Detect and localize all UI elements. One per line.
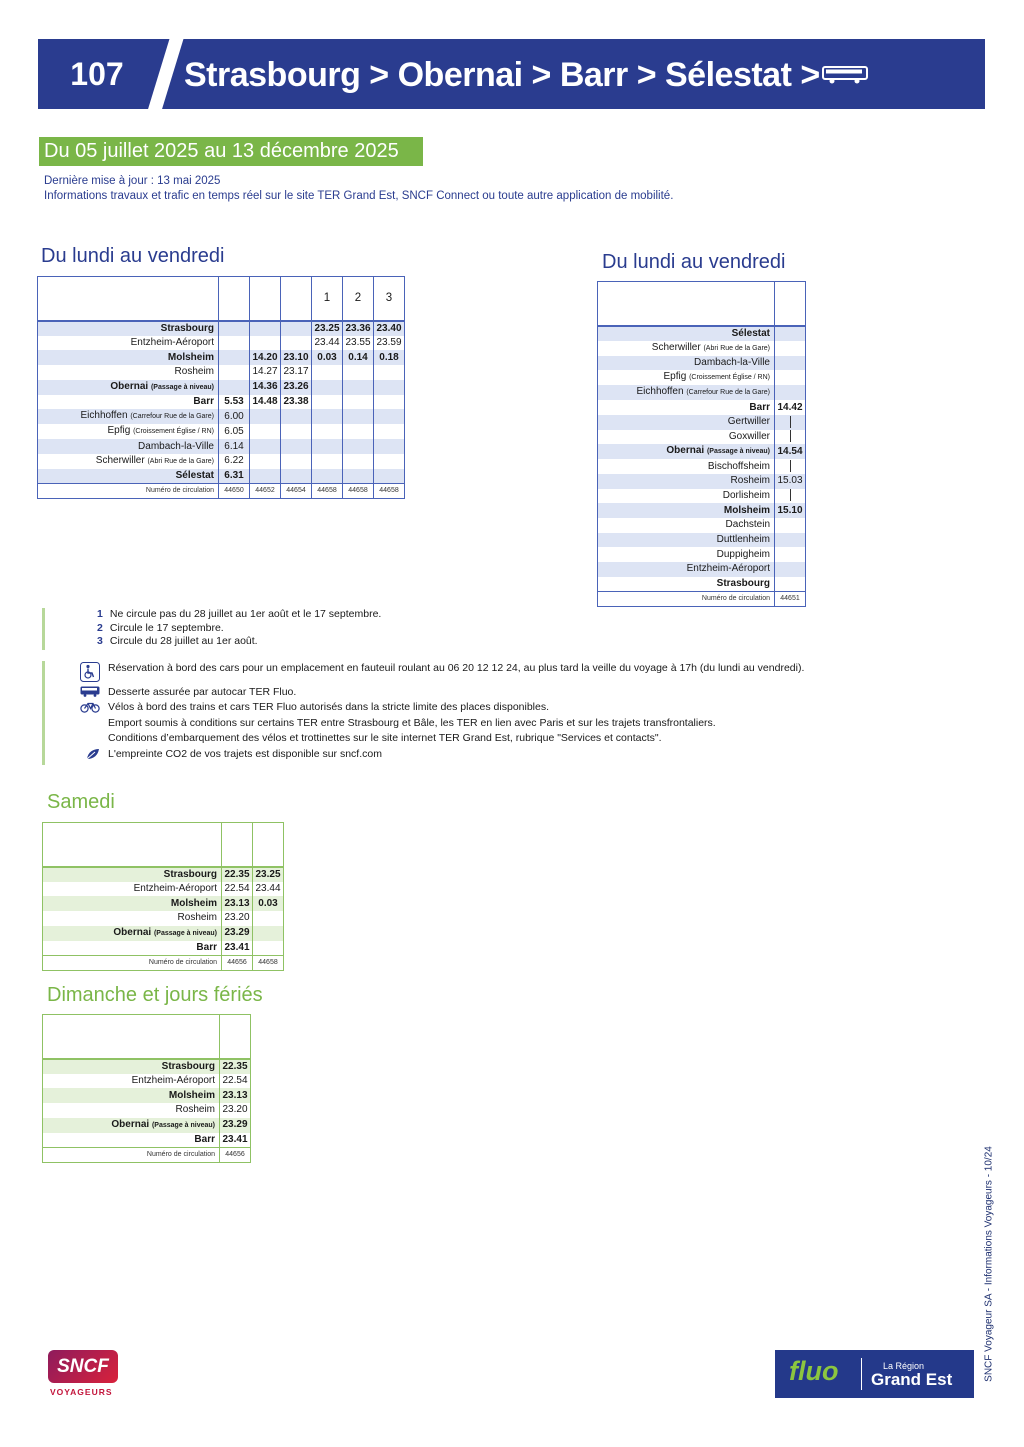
circulation-number: 44650 xyxy=(219,484,250,499)
leaf-icon xyxy=(86,748,100,760)
station-name: Barr xyxy=(38,395,219,410)
departure-time xyxy=(312,469,343,484)
note-ref xyxy=(775,282,806,326)
departure-time: 15.03 xyxy=(775,474,806,489)
departure-time xyxy=(219,380,250,395)
bike-conditions: Emport soumis à conditions sur certains TER entre Strasbourg et Bâle, les TER en lien avec Paris et sur les trajets transfrontaliers. xyxy=(108,716,716,729)
departure-time: 22.54 xyxy=(222,882,253,897)
table-row xyxy=(598,503,806,518)
circulation-number: 44656 xyxy=(222,955,253,970)
departure-time: 23.25 xyxy=(253,867,284,882)
station-name: Obernai (Passage à niveau) xyxy=(43,1118,220,1133)
station-name: Molsheim xyxy=(598,503,775,518)
departure-time xyxy=(312,380,343,395)
departure-time: 23.44 xyxy=(253,882,284,897)
station-name: Molsheim xyxy=(38,350,219,365)
circulation-row xyxy=(38,484,405,499)
departure-time: 23.41 xyxy=(222,941,253,956)
departure-time: 23.44 xyxy=(312,336,343,351)
table-row xyxy=(598,415,806,430)
pass-through-mark xyxy=(790,460,791,472)
departure-time: 0.14 xyxy=(343,350,374,365)
header-row xyxy=(43,1015,251,1059)
departure-time: 14.27 xyxy=(250,365,281,380)
departure-time xyxy=(219,336,250,351)
departure-time xyxy=(775,356,806,371)
station-name: Goxwiller xyxy=(598,430,775,445)
departure-time xyxy=(312,395,343,410)
pass-through-mark xyxy=(790,489,791,501)
table-row xyxy=(598,326,806,341)
table-row xyxy=(598,577,806,592)
bike-boarding: Conditions d’embarquement des vélos et trottinettes sur le site internet TER Grand Est, rubrique "Services et contacts". xyxy=(108,732,662,744)
header-row xyxy=(38,277,405,321)
departure-time xyxy=(250,409,281,424)
station-name: Molsheim xyxy=(43,896,222,911)
departure-time: 22.35 xyxy=(222,867,253,882)
departure-time xyxy=(775,577,806,592)
station-name: Sélestat xyxy=(598,326,775,341)
departure-time: 6.05 xyxy=(219,424,250,439)
co2-info: L'empreinte CO2 de vos trajets est disponible sur sncf.com xyxy=(80,747,882,763)
note-ref: 2 xyxy=(343,277,374,321)
station-name: Sélestat xyxy=(38,469,219,484)
departure-time: 23.20 xyxy=(222,911,253,926)
station-name: Obernai (Passage à niveau) xyxy=(43,926,222,941)
note-ref xyxy=(219,277,250,321)
table-row xyxy=(38,424,405,439)
departure-time xyxy=(343,380,374,395)
departure-time: 23.13 xyxy=(222,896,253,911)
departure-time: 22.35 xyxy=(220,1059,251,1074)
departure-time xyxy=(253,941,284,956)
table-row xyxy=(38,439,405,454)
departure-time: 6.31 xyxy=(219,469,250,484)
station-name: Entzheim-Aéroport xyxy=(43,882,222,897)
departure-time: 23.17 xyxy=(281,365,312,380)
station-name: Dambach-la-Ville xyxy=(38,439,219,454)
header-row xyxy=(43,823,284,867)
circulation-label: Numéro de circulation xyxy=(43,955,222,970)
circulation-number: 44651 xyxy=(775,591,806,606)
departure-time: 14.42 xyxy=(775,400,806,415)
table-row xyxy=(43,1074,251,1089)
station-name: Barr xyxy=(598,400,775,415)
departure-time xyxy=(775,385,806,400)
circulation-number: 44654 xyxy=(281,484,312,499)
departure-time: 0.18 xyxy=(374,350,405,365)
departure-time: 23.59 xyxy=(374,336,405,351)
weekday-north-title: Du lundi au vendredi xyxy=(602,251,786,273)
departure-time: 6.00 xyxy=(219,409,250,424)
fluo-grand-est-logo: fluo La Région Grand Est xyxy=(775,1350,974,1398)
table-row xyxy=(43,1088,251,1103)
table-row xyxy=(598,385,806,400)
circulation-number: 44658 xyxy=(374,484,405,499)
footnote: 3 Circule du 28 juillet au 1er août. xyxy=(97,635,258,647)
departure-time xyxy=(250,439,281,454)
circulation-label: Numéro de circulation xyxy=(38,484,219,499)
departure-time xyxy=(312,409,343,424)
departure-time: 23.41 xyxy=(220,1133,251,1148)
station-name: Entzheim-Aéroport xyxy=(43,1074,220,1089)
station-name: Duppigheim xyxy=(598,547,775,562)
departure-time xyxy=(281,409,312,424)
validity-period: Du 05 juillet 2025 au 13 décembre 2025 xyxy=(39,137,423,166)
station-name: Epfig (Croissement Église / RN) xyxy=(38,424,219,439)
line-number: 107 xyxy=(70,56,124,92)
pass-through-mark xyxy=(790,430,791,442)
table-row xyxy=(38,350,405,365)
departure-time xyxy=(312,365,343,380)
table-row xyxy=(43,926,284,941)
table-row xyxy=(38,321,405,336)
departure-time: 0.03 xyxy=(312,350,343,365)
table-row xyxy=(43,867,284,882)
station-name: Rosheim xyxy=(43,911,222,926)
departure-time: 6.14 xyxy=(219,439,250,454)
departure-time xyxy=(775,341,806,356)
circulation-number: 44656 xyxy=(220,1147,251,1162)
station-name: Obernai (Passage à niveau) xyxy=(38,380,219,395)
station-name: Strasbourg xyxy=(43,1059,220,1074)
station-name: Strasbourg xyxy=(43,867,222,882)
departure-time xyxy=(250,469,281,484)
departure-time xyxy=(312,424,343,439)
departure-time: 23.26 xyxy=(281,380,312,395)
departure-time xyxy=(343,409,374,424)
note-ref xyxy=(222,823,253,867)
station-name: Epfig (Croissement Église / RN) xyxy=(598,370,775,385)
departure-time xyxy=(374,424,405,439)
table-row xyxy=(598,533,806,548)
station-name: Obernai (Passage à niveau) xyxy=(598,444,775,459)
circulation-row xyxy=(43,955,284,970)
table-row xyxy=(38,365,405,380)
departure-time: 23.55 xyxy=(343,336,374,351)
departure-time xyxy=(775,547,806,562)
table-row xyxy=(598,400,806,415)
table-row xyxy=(43,1059,251,1074)
circulation-number: 44658 xyxy=(253,955,284,970)
departure-time xyxy=(775,518,806,533)
departure-time xyxy=(343,424,374,439)
departure-time xyxy=(250,454,281,469)
station-name: Duttlenheim xyxy=(598,533,775,548)
departure-time xyxy=(343,454,374,469)
station-name: Gertwiller xyxy=(598,415,775,430)
table-row xyxy=(598,518,806,533)
station-name: Dorlisheim xyxy=(598,489,775,504)
departure-time xyxy=(374,395,405,410)
table-row xyxy=(43,941,284,956)
station-name: Bischoffsheim xyxy=(598,459,775,474)
timetable-sunday-holidays xyxy=(42,1014,251,1163)
station-name: Strasbourg xyxy=(598,577,775,592)
bus-icon xyxy=(822,66,868,84)
station-name: Dambach-la-Ville xyxy=(598,356,775,371)
departure-time xyxy=(250,336,281,351)
table-row xyxy=(598,430,806,445)
publisher-note: SNCF Voyageur SA - Informations Voyageurs - 10/24 xyxy=(983,1146,995,1382)
table-row xyxy=(38,469,405,484)
note-ref: 1 xyxy=(312,277,343,321)
departure-time xyxy=(219,365,250,380)
departure-time xyxy=(343,395,374,410)
circulation-number: 44652 xyxy=(250,484,281,499)
departure-time xyxy=(343,469,374,484)
table-row xyxy=(598,489,806,504)
departure-time xyxy=(374,469,405,484)
departure-time xyxy=(281,469,312,484)
departure-time: 23.36 xyxy=(343,321,374,336)
station-header xyxy=(43,823,222,867)
table-row xyxy=(43,911,284,926)
circulation-row xyxy=(43,1147,251,1162)
station-header xyxy=(38,277,219,321)
footnote: 1 Ne circule pas du 28 juillet au 1er août et le 17 septembre. xyxy=(97,608,382,620)
departure-time xyxy=(775,326,806,341)
circulation-label: Numéro de circulation xyxy=(598,591,775,606)
footnotes xyxy=(42,608,381,650)
table-row xyxy=(38,380,405,395)
note-ref xyxy=(220,1015,251,1059)
station-name: Eichhoffen (Carrefour Rue de la Gare) xyxy=(598,385,775,400)
footnote: 2 Circule le 17 septembre. xyxy=(97,621,224,634)
circulation-number: 44658 xyxy=(312,484,343,499)
autocar-info: Desserte assurée par autocar TER Fluo. xyxy=(80,685,882,701)
station-name: Eichhoffen (Carrefour Rue de la Gare) xyxy=(38,409,219,424)
departure-time xyxy=(250,424,281,439)
reservation-info: Réservation à bord des cars pour un emplacement en fauteuil roulant au 06 20 12 12 24, au plus tard la veille du voyage à 17h (du lundi au vendredi). xyxy=(80,661,882,677)
departure-time: 23.40 xyxy=(374,321,405,336)
note-ref: 3 xyxy=(374,277,405,321)
note-ref xyxy=(281,277,312,321)
timetable-saturday xyxy=(42,822,284,971)
station-name: Molsheim xyxy=(43,1088,220,1103)
note-ref xyxy=(253,823,284,867)
departure-time: 23.29 xyxy=(220,1118,251,1133)
departure-time xyxy=(775,430,806,445)
departure-time: 23.25 xyxy=(312,321,343,336)
departure-time xyxy=(374,365,405,380)
wheelchair-icon xyxy=(80,662,100,682)
table-row xyxy=(598,474,806,489)
pass-through-mark xyxy=(790,416,791,428)
station-name: Rosheim xyxy=(598,474,775,489)
timetable-weekday-strasbourg-selestat xyxy=(37,276,405,499)
departure-time xyxy=(775,533,806,548)
departure-time xyxy=(281,439,312,454)
table-row xyxy=(43,1118,251,1133)
service-info xyxy=(42,661,882,765)
departure-time: 23.10 xyxy=(281,350,312,365)
traffic-info: Informations travaux et trafic en temps réel sur le site TER Grand Est, SNCF Connect ou toute autre application de mobilité. xyxy=(44,190,674,202)
departure-time: 23.20 xyxy=(220,1103,251,1118)
departure-time xyxy=(775,370,806,385)
station-name: Strasbourg xyxy=(38,321,219,336)
header-row xyxy=(598,282,806,326)
table-row xyxy=(598,341,806,356)
station-name: Entzheim-Aéroport xyxy=(598,562,775,577)
circulation-number: 44658 xyxy=(343,484,374,499)
table-row xyxy=(38,336,405,351)
table-row xyxy=(43,1103,251,1118)
departure-time xyxy=(281,321,312,336)
station-name: Rosheim xyxy=(38,365,219,380)
station-name: Entzheim-Aéroport xyxy=(38,336,219,351)
update-info xyxy=(44,174,673,204)
table-row xyxy=(598,547,806,562)
table-row xyxy=(43,896,284,911)
departure-time xyxy=(312,454,343,469)
table-row xyxy=(598,444,806,459)
last-update: Dernière mise à jour : 13 mai 2025 xyxy=(44,175,221,187)
circulation-row xyxy=(598,591,806,606)
departure-time xyxy=(775,415,806,430)
departure-time xyxy=(312,439,343,454)
circulation-label: Numéro de circulation xyxy=(43,1147,220,1162)
departure-time: 15.10 xyxy=(775,503,806,518)
table-row xyxy=(38,395,405,410)
departure-time: 0.03 xyxy=(253,896,284,911)
departure-time xyxy=(253,911,284,926)
table-row xyxy=(598,459,806,474)
departure-time: 22.54 xyxy=(220,1074,251,1089)
station-name: Scherwiller (Abri Rue de la Gare) xyxy=(38,454,219,469)
table-row xyxy=(43,882,284,897)
sncf-logo: SNCF VOYAGEURS xyxy=(48,1350,120,1400)
departure-time xyxy=(219,350,250,365)
departure-time xyxy=(374,409,405,424)
weekday-south-title: Du lundi au vendredi xyxy=(41,245,225,267)
departure-time xyxy=(253,926,284,941)
departure-time xyxy=(775,562,806,577)
note-ref xyxy=(250,277,281,321)
departure-time xyxy=(250,321,281,336)
bike-info: Vélos à bord des trains et cars TER Fluo autorisés dans la stricte limite des places disponibles. xyxy=(80,700,882,716)
departure-time: 23.29 xyxy=(222,926,253,941)
departure-time: 23.38 xyxy=(281,395,312,410)
table-row xyxy=(43,1133,251,1148)
station-name: Barr xyxy=(43,941,222,956)
departure-time xyxy=(374,454,405,469)
departure-time: 14.36 xyxy=(250,380,281,395)
page-header xyxy=(38,39,985,109)
bicycle-icon xyxy=(80,701,100,713)
departure-time: 14.54 xyxy=(775,444,806,459)
station-header xyxy=(43,1015,220,1059)
departure-time xyxy=(343,439,374,454)
saturday-title: Samedi xyxy=(47,791,115,813)
departure-time: 23.13 xyxy=(220,1088,251,1103)
departure-time: 5.53 xyxy=(219,395,250,410)
sunday-title: Dimanche et jours fériés xyxy=(47,984,263,1006)
departure-time xyxy=(281,336,312,351)
table-row xyxy=(38,409,405,424)
departure-time xyxy=(281,424,312,439)
departure-time xyxy=(281,454,312,469)
table-row xyxy=(598,370,806,385)
station-name: Barr xyxy=(43,1133,220,1148)
bus-icon xyxy=(80,686,100,697)
table-row xyxy=(598,356,806,371)
station-name: Rosheim xyxy=(43,1103,220,1118)
station-header xyxy=(598,282,775,326)
station-name: Scherwiller (Abri Rue de la Gare) xyxy=(598,341,775,356)
departure-time xyxy=(374,380,405,395)
departure-time xyxy=(219,321,250,336)
route-title: Strasbourg > Obernai > Barr > Sélestat > xyxy=(184,56,820,94)
departure-time: 14.20 xyxy=(250,350,281,365)
table-row xyxy=(598,562,806,577)
departure-time xyxy=(374,439,405,454)
departure-time: 6.22 xyxy=(219,454,250,469)
departure-time xyxy=(343,365,374,380)
departure-time xyxy=(775,459,806,474)
table-row xyxy=(38,454,405,469)
departure-time xyxy=(775,489,806,504)
station-name: Dachstein xyxy=(598,518,775,533)
departure-time: 14.48 xyxy=(250,395,281,410)
timetable-weekday-selestat-strasbourg xyxy=(597,281,806,607)
